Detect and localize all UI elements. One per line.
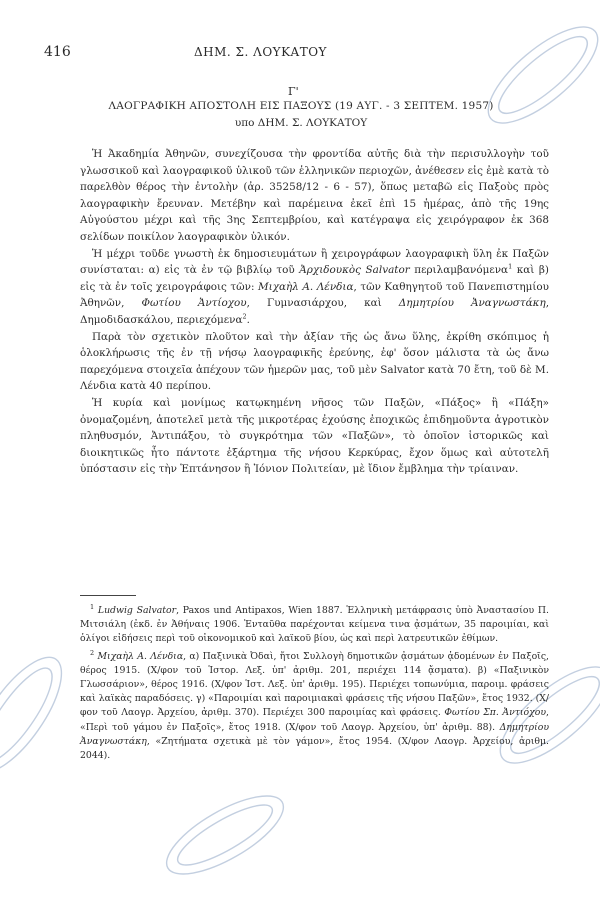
footnote-2 <box>80 650 549 764</box>
article-author: υπο ΔΗΜ. Σ. ΛΟΥΚΑΤΟΥ <box>234 117 368 129</box>
article-title: ΛΑΟΓΡΑΦΙΚΗ ΑΠΟΣΤΟΛΗ ΕΙΣ ΠΑΞΟΥΣ (19 ΑΥΓ. - 3 ΣΕΠΤΕΜ. 1957) <box>108 100 494 112</box>
section-letter: Γ' <box>288 85 299 98</box>
page-number: 416 <box>44 44 71 60</box>
footnote-2-text-2: , «Περὶ τοῦ γάμου ἐν Παξοῖς», ἔτος 1918. (Χ/φον τοῦ Λαογρ. Ἀρχείου, ὑπ' ἀριθμ. 88). <box>80 707 549 733</box>
watermark-stamp-left <box>0 640 95 790</box>
p2-text-d: καὶ β) εἰς τὰ ἐν τοῖς χειρογράφοις τῶν: <box>80 264 549 293</box>
p2-antiochou-name: Φωτίου Ἀντίοχου <box>141 297 247 310</box>
footnote-1 <box>80 604 549 647</box>
paragraph-1: Ἡ Ἀκαδημία Ἀθηνῶν, συνεχίζουσα τὴν φροντίδα αὐτῆς διὰ τὴν περισυλλογὴν τοῦ γλωσσικοῦ καὶ λαογραφικοῦ ὑλικοῦ τῶν ἑλληνικῶν περιοχῶν, ἀνέθεσεν εἰς ἐμὲ κατὰ τὸ παρελθὸν θέρος τὴν ἐντολὴν (ἀρ. 35258/12 - 6 - 57), ὅπως μεταβῶ εἰς Παξοὺς πρὸς λαογραφικὴν ἔρευναν. Μετέβην καὶ παρέμεινα ἐκεῖ ἐπὶ 15 ἡμέρας, ἀπὸ τῆς 19ης Αὐγούστου μέχρι καὶ τῆς 3ης Σεπτεμβρίου, καὶ κατέγραψα εἰς χειρόγραφον ἐκ 368 σελίδων ποικίλον λαογραφικὸν ὑλικόν. <box>80 148 549 243</box>
footnote-marker-2[interactable]: 2 <box>242 312 247 321</box>
p2-lendia-name: Μιχαὴλ Α. Λένδια <box>258 280 354 293</box>
body-text <box>80 146 549 478</box>
footnote-rule <box>80 595 136 596</box>
footnote-2-author: Μιχαὴλ Α. Λένδια <box>97 650 184 662</box>
footnote-2-text-3: , «Ζητήματα σχετικὰ μὲ τὸν γάμον», ἔτος 1954. (Χ/φον Λαογρ. Ἀρχείου, ἀριθμ. 2044). <box>80 735 549 762</box>
footnote-1-text: , Paxos und Antipaxos, Wien 1887. Ἑλληνικὴ μετάφρασις ὑπὸ Ἀναστασίου Π. Μιτσιάλη (ἐκδ. ἐν Ἀθήναις 1906. Ἐνταῦθα παρέχονται κείμενα τινα ᾀσμάτων, 35 παροιμίαι, καὶ ὁλίγοι εἰδήσεις περὶ τοῦ οἰκονομικοῦ καὶ λαϊκοῦ βίου, ὡς καὶ περὶ λατρευτικῶν ἐθίμων. <box>80 605 549 645</box>
running-title: ΔΗΜ. Σ. ΛΟΥΚΑΤΟΥ <box>194 45 327 59</box>
p2-text-c: περιλαμβανόμενα <box>409 264 509 277</box>
footnote-marker-1[interactable]: 1 <box>508 262 513 271</box>
running-head <box>44 44 556 62</box>
footnote-2-text: , α) Παξινικὰ Ὀδαὶ, ἤτοι Συλλογὴ δημοτικῶν ᾀσμάτων ᾀδομένων ἐν Παξοῖς, θέρος 1915. (Χ/φον τοῦ Ἱστορ. Λεξ. ὑπ' ἀριθμ. 201, περιέχει 114 ᾄσματα). β) «Παξινικὸν Γλωσσάριον», θέρος 1916. (Χ/φον Ἱστ. Λεξ. ὑπ' ἀριθμ. 195). Περιέχει τοπωνύμια, παροιμ. φράσεις καὶ λαϊκὰς παραδόσεις. γ) «Παροιμίαι καὶ παροιμιακαὶ φράσεις τῆς νήσου Παξῶν», ἔτος 1932. (Χ/φον τοῦ Λαογρ. Ἀρχείου, ἀριθμ. 370). Περιέχει 300 παροιμίας καὶ φράσεις. <box>80 650 549 719</box>
footnotes <box>80 604 549 766</box>
p2-text-f: , τῶν Καθηγητοῦ τοῦ Πανεπιστημίου Ἀθηνῶν, <box>80 280 549 310</box>
footnote-1-number: 1 <box>90 602 95 611</box>
watermark-stamp-bottom <box>150 760 300 910</box>
paragraph-3: Παρὰ τὸν σχετικὸν πλοῦτον καὶ τὴν ἀξίαν τῆς ὡς ἄνω ὕλης, ἐκρίθη σκόπιμος ἡ ὁλοκλήρωσις τῆς ἐν τῇ νήσῳ λαογραφικῆς ἐρεύνης, ἐφ' ὅσον μάλιστα τὰ ὡς ἄνω παρεχόμενα στοιχεῖα ἀπέχουν τῶν ἡμερῶν μας, τοῦ μὲν Salvator κατὰ 70 ἔτη, τοῦ δὲ Μ. Λένδια κατὰ 40 περίπου. <box>80 330 549 393</box>
footnote-2-author-3: Δημητρίου Ἀναγνωστάκη <box>80 721 549 747</box>
p2-anagnostaki-name: Δημητρίου Ἀναγνωστάκη <box>398 297 546 310</box>
footnote-2-author-2: Φωτίου Σπ. Ἀντιόχου <box>444 707 547 719</box>
p2-salvator-title: Ἀρχιδουκὸς Salvator <box>299 264 410 277</box>
p2-text-a: Ἡ μέχρι τοῦδε γνωστὴ ἐκ δημοσιευμάτων ἢ χειρογράφων λαογραφικὴ ὕλη ἐκ Παξῶν συνίσταται: α) εἰς τὰ ἐν τῷ βιβλίῳ τοῦ <box>80 247 549 277</box>
p2-text-h: , Γυμνασιάρχου, καὶ <box>246 297 399 310</box>
footnote-1-author: Ludwig Salvator <box>97 605 177 616</box>
paragraph-2: Ἡ μέχρι τοῦδε γνωστὴ ἐκ δημοσιευμάτων ἢ χειρογράφων λαογραφικὴ ὕλη ἐκ Παξῶν συνίσταται: α) εἰς τὰ ἐν τῷ βιβλίῳ τοῦ Ἀρχιδουκὸς Salvator περιλαμβανόμενα$^1$ καὶ β) εἰς τὰ ἐν τοῖς χειρογράφοις τῶν: Μιχαὴλ Α. Λένδια, τῶν Καθηγητοῦ τοῦ Πανεπιστημίου Ἀθηνῶν, Φωτίου Ἀντίοχου, Γυμνασιάρχου, καὶ Δημητρίου Ἀναγνωστάκη, Δημοδιδασκάλου, περιεχόμενα$^2$. <box>80 247 550 326</box>
p2-text-j: , Δημοδιδασκάλου, περιεχόμενα <box>80 297 550 326</box>
footnote-2-number: 2 <box>90 648 95 657</box>
paragraph-4: Ἡ κυρία καὶ μονίμως κατῳκημένη νῆσος τῶν Παξῶν, «Πάξος» ἢ «Πάξη» ὀνομαζομένη, ἀποτελεῖ μετὰ τῆς μικροτέρας ἐχούσης ἐποχικῶς ἐπιδημοῦντα ἀγροτικὸν πληθυσμόν, Ἀντιπάξου, τὸ συγκρότημα τῶν «Παξῶν», τὸ ὁποῖον ἱστορικῶς καὶ διοικητικῶς ἦτο πάντοτε ἐξάρτημα τῆς νήσου Κερκύρας, ἔχον ὅμως καὶ αὐτοτελῆ ὑπόστασιν εἰς τὴν Ἑπτάνησον ἢ Ἰόνιον Πολιτείαν, μὲ ἴδιον ἔμβλημα τὴν τρίαιναν. <box>80 396 549 476</box>
